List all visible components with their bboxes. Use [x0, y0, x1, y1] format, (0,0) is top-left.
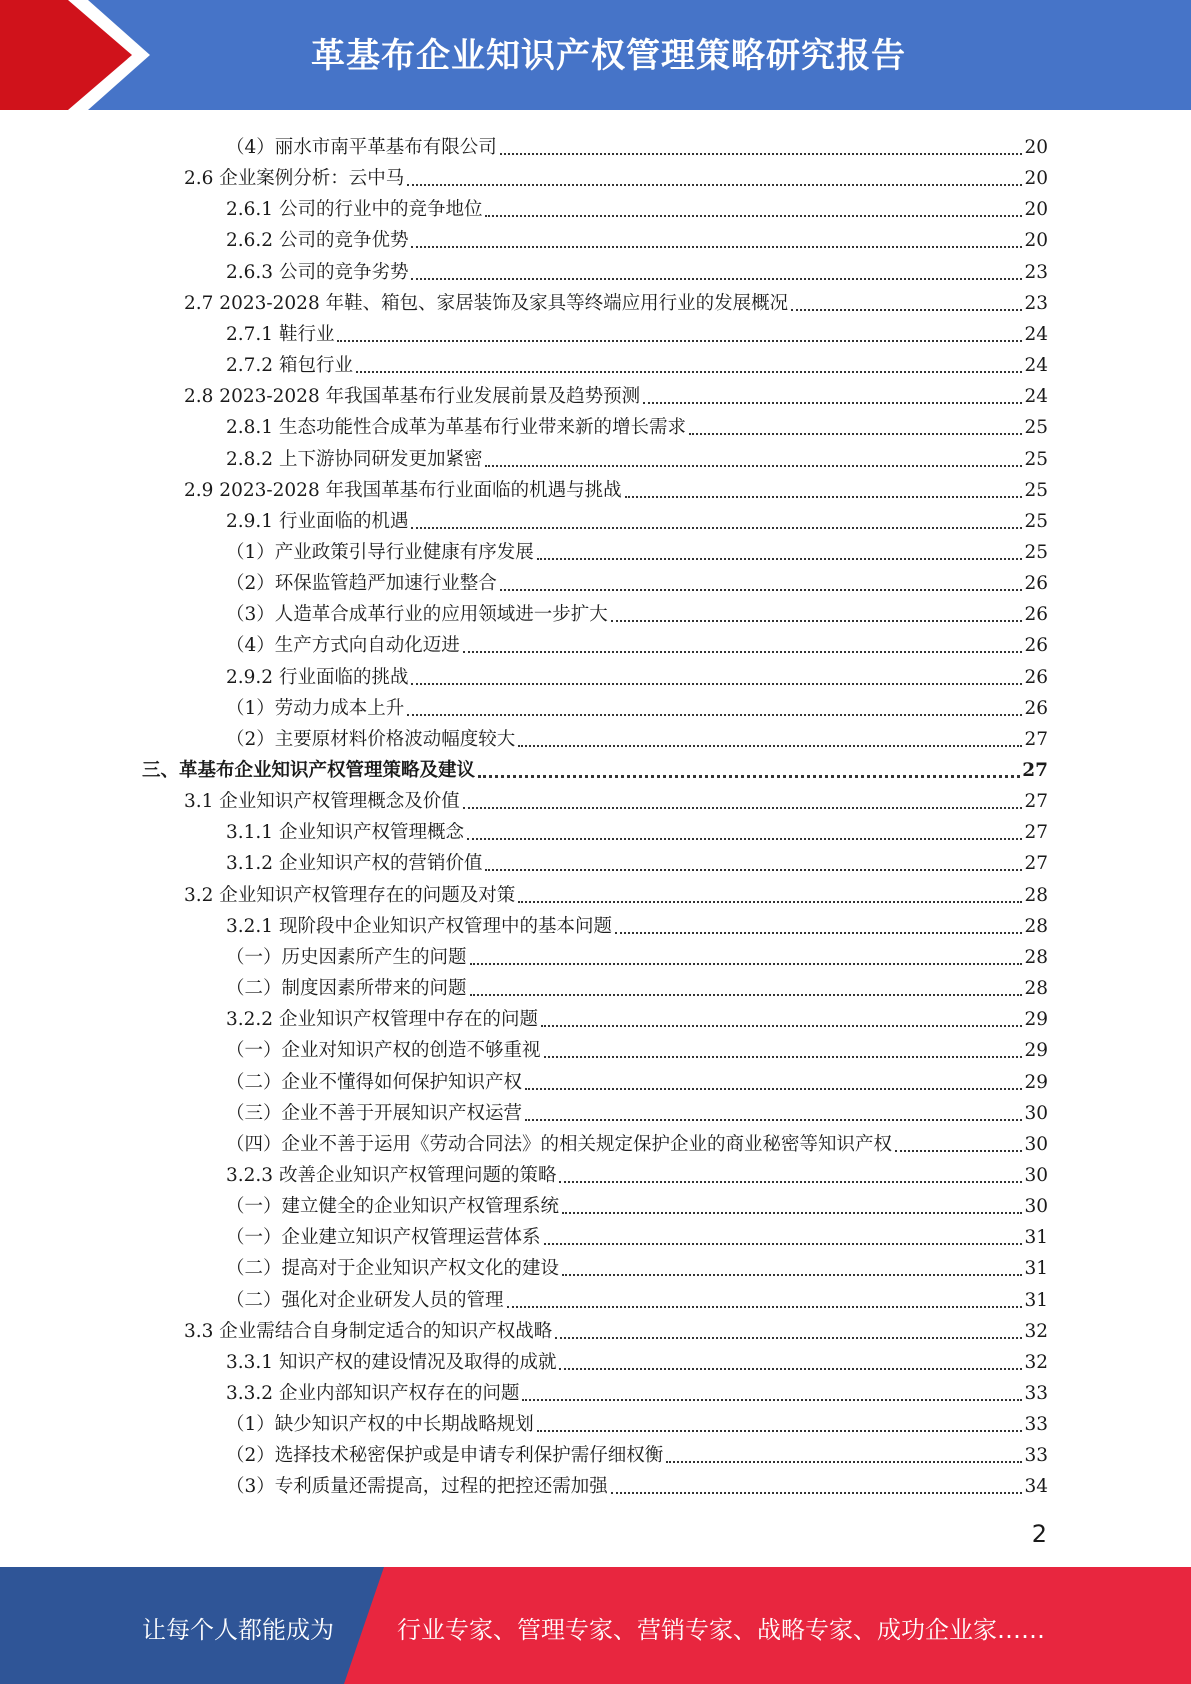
toc-dot-leader [562, 1212, 1022, 1214]
toc-entry[interactable] [226, 969, 1048, 1000]
toc-dot-leader [625, 496, 1023, 498]
toc-entry-page: 24 [1024, 355, 1048, 377]
toc-entry-page: 31 [1024, 1289, 1048, 1311]
toc-dot-leader [562, 1274, 1022, 1276]
toc-dot-leader [411, 683, 1022, 685]
toc-entry-page: 32 [1024, 1351, 1048, 1373]
toc-entry-title: 2.7 2023-2028 年鞋、箱包、家居装饰及家具等终端应用行业的发展概况 [184, 292, 789, 314]
toc-dot-leader [485, 215, 1022, 217]
toc-entry[interactable] [184, 159, 1048, 190]
toc-entry-page: 26 [1024, 604, 1048, 626]
toc-entry-page: 29 [1024, 1009, 1048, 1031]
toc-entry-title: （3）人造革合成革行业的应用领域进一步扩大 [226, 604, 608, 626]
toc-entry[interactable] [184, 1312, 1048, 1343]
toc-entry-title: 3.1 企业知识产权管理概念及价值 [184, 791, 460, 813]
toc-entry[interactable] [226, 938, 1048, 969]
toc-entry-page: 20 [1024, 137, 1048, 158]
toc-dot-leader [615, 932, 1022, 934]
toc-entry[interactable] [226, 1405, 1048, 1436]
toc-dot-leader [470, 963, 1023, 965]
toc-entry[interactable] [226, 1374, 1048, 1405]
toc-entry-page: 26 [1024, 666, 1048, 688]
toc-entry[interactable] [226, 658, 1048, 689]
toc-entry[interactable] [226, 844, 1048, 875]
toc-entry-page: 25 [1024, 448, 1048, 470]
page-number: 2 [1031, 1520, 1047, 1548]
toc-dot-leader [485, 465, 1022, 467]
toc-entry-title: （一）历史因素所产生的问题 [226, 946, 467, 968]
toc-entry-title: （三）企业不善于开展知识产权运营 [226, 1102, 523, 1124]
toc-entry-page: 20 [1024, 230, 1048, 252]
toc-dot-leader [518, 901, 1022, 903]
toc-entry-title: 2.7.2 箱包行业 [226, 355, 353, 377]
toc-dot-leader [643, 402, 1022, 404]
toc-dot-leader [611, 1492, 1023, 1494]
toc-entry-title: 2.7.1 鞋行业 [226, 323, 335, 345]
toc-entry-page: 25 [1024, 417, 1048, 439]
page-footer [0, 1567, 1191, 1684]
toc-entry-title: 3.2.1 现阶段中企业知识产权管理中的基本问题 [226, 915, 612, 937]
toc-entry-title: （二）企业不懂得如何保护知识产权 [226, 1071, 523, 1093]
toc-entry[interactable] [226, 315, 1048, 346]
toc-entry-title: （一）企业建立知识产权管理运营体系 [226, 1227, 541, 1249]
toc-dot-leader [411, 278, 1022, 280]
toc-entry-page: 33 [1024, 1414, 1048, 1436]
toc-dot-leader [463, 651, 1023, 653]
toc-entry-title: 3.1.1 企业知识产权管理概念 [226, 822, 464, 844]
toc-dot-leader [666, 1461, 1022, 1463]
toc-entry-title: （四）企业不善于运用《劳动合同法》的相关规定保护企业的商业秘密等知识产权 [226, 1133, 893, 1155]
report-title: 革基布企业知识产权管理策略研究报告 [311, 36, 906, 76]
toc-entry-page: 26 [1024, 697, 1048, 719]
toc-entry[interactable] [226, 128, 1048, 159]
toc-entry-page: 20 [1024, 199, 1048, 221]
toc-entry-title: （一）企业对知识产权的创造不够重视 [226, 1040, 541, 1062]
toc-entry-title: 2.9.1 行业面临的机遇 [226, 510, 409, 532]
toc-entry-page: 26 [1024, 635, 1048, 657]
toc-dot-leader [525, 1119, 1022, 1121]
toc-dot-leader [500, 589, 1023, 591]
toc-dot-leader [559, 1368, 1022, 1370]
toc-entry-title: 2.9 2023-2028 年我国革基布行业面临的机遇与挑战 [184, 479, 622, 501]
toc-dot-leader [544, 1243, 1023, 1245]
toc-entry[interactable] [226, 813, 1048, 844]
toc-entry-page: 30 [1024, 1102, 1048, 1124]
toc-entry[interactable] [184, 876, 1048, 907]
toc-entry[interactable] [226, 626, 1048, 657]
toc-entry-page: 26 [1024, 573, 1048, 595]
toc-entry[interactable] [184, 471, 1048, 502]
toc-entry[interactable] [226, 1031, 1048, 1062]
toc-dot-leader [541, 1025, 1022, 1027]
toc-entry[interactable] [184, 284, 1048, 315]
toc-dot-leader [470, 994, 1023, 996]
toc-entry-page: 27 [1022, 760, 1048, 781]
toc-dot-leader [555, 1337, 1022, 1339]
toc-entry-title: （二）提高对于企业知识产权文化的建设 [226, 1258, 560, 1280]
toc-entry-title: 3.3.1 知识产权的建设情况及取得的成就 [226, 1351, 557, 1373]
footer-slogan-right: 行业专家、管理专家、营销专家、战略专家、成功企业家…… [397, 1616, 1045, 1644]
toc-entry-title: 3.2.2 企业知识产权管理中存在的问题 [226, 1009, 538, 1031]
toc-entry-title: 3.3.2 企业内部知识产权存在的问题 [226, 1383, 520, 1404]
toc-entry-title: （一）建立健全的企业知识产权管理系统 [226, 1196, 560, 1218]
toc-entry-page: 27 [1024, 791, 1048, 813]
toc-entry[interactable] [184, 782, 1048, 813]
toc-entry[interactable] [226, 533, 1048, 564]
toc-entry-page: 25 [1024, 479, 1048, 501]
toc-entry-page: 31 [1024, 1227, 1048, 1249]
toc-dot-leader [478, 775, 1020, 778]
toc-entry[interactable] [226, 689, 1048, 720]
toc-entry[interactable] [226, 595, 1048, 626]
toc-entry[interactable] [226, 564, 1048, 595]
toc-dot-leader [411, 527, 1022, 529]
toc-entry[interactable] [226, 1281, 1048, 1312]
toc-entry-title: 3.1.2 企业知识产权的营销价值 [226, 853, 483, 875]
toc-dot-leader [507, 1306, 1023, 1308]
toc-entry-title: （1）产业政策引导行业健康有序发展 [226, 541, 534, 563]
toc-entry-page: 23 [1024, 292, 1048, 314]
toc-dot-leader [537, 558, 1023, 560]
toc-dot-leader [611, 620, 1023, 622]
toc-dot-leader [356, 371, 1023, 373]
toc-entry-page: 33 [1024, 1383, 1048, 1404]
toc-entry-page: 29 [1024, 1071, 1048, 1093]
toc-entry-title: 2.8.1 生态功能性合成革为革基布行业带来新的增长需求 [226, 417, 686, 439]
toc-entry[interactable] [226, 1467, 1048, 1498]
footer-slogan-left: 让每个人都能成为 [142, 1616, 334, 1644]
toc-entry-title: 2.6 企业案例分析：云中马 [184, 168, 405, 190]
toc-entry[interactable] [226, 1094, 1048, 1125]
toc-entry-page: 24 [1024, 323, 1048, 345]
toc-dot-leader [411, 246, 1022, 248]
toc-dot-leader [500, 153, 1023, 155]
toc-entry-title: 2.8.2 上下游协同研发更加紧密 [226, 448, 483, 470]
toc-entry-page: 30 [1024, 1196, 1048, 1218]
toc-entry[interactable] [226, 1000, 1048, 1031]
toc-entry-title: 2.6.3 公司的竞争劣势 [226, 261, 409, 283]
toc-entry-title: 2.6.2 公司的竞争优势 [226, 230, 409, 252]
toc-entry-page: 27 [1024, 728, 1048, 750]
toc-entry-title: 3.2.3 改善企业知识产权管理问题的策略 [226, 1164, 557, 1186]
toc-entry[interactable] [226, 190, 1048, 221]
toc-entry-title: （二）制度因素所带来的问题 [226, 978, 467, 1000]
toc-dot-leader [689, 433, 1022, 435]
toc-dot-leader [467, 838, 1022, 840]
toc-dot-leader [544, 1056, 1023, 1058]
toc-dot-leader [559, 1181, 1022, 1183]
toc-entry[interactable] [226, 720, 1048, 751]
toc-entry[interactable] [226, 1436, 1048, 1467]
toc-dot-leader [895, 1150, 1022, 1152]
toc-entry[interactable] [142, 751, 1048, 782]
toc-entry[interactable] [226, 346, 1048, 377]
toc-entry-page: 20 [1024, 168, 1048, 190]
toc-entry-title: （2）选择技术秘密保护或是申请专利保护需仔细权衡 [226, 1445, 664, 1467]
toc-dot-leader [525, 1088, 1022, 1090]
toc-entry-page: 27 [1024, 853, 1048, 875]
toc-entry-page: 25 [1024, 510, 1048, 532]
page-header [0, 0, 1191, 110]
toc-entry[interactable] [226, 1343, 1048, 1374]
toc-entry-title: 3.3 企业需结合自身制定适合的知识产权战略 [184, 1320, 553, 1342]
toc-entry-page: 33 [1024, 1445, 1048, 1467]
toc-entry-page: 24 [1024, 386, 1048, 408]
toc-entry-page: 28 [1024, 884, 1048, 906]
toc-entry-title: （4）生产方式向自动化迈进 [226, 635, 460, 657]
toc-entry-page: 27 [1024, 822, 1048, 844]
toc-entry[interactable] [226, 408, 1048, 439]
toc-entry[interactable] [226, 1187, 1048, 1218]
toc-entry-page: 34 [1024, 1476, 1048, 1498]
toc-entry-title: 2.9.2 行业面临的挑战 [226, 666, 409, 688]
toc-entry-page: 28 [1024, 915, 1048, 937]
toc-dot-leader [522, 1399, 1022, 1401]
toc-entry-page: 28 [1024, 978, 1048, 1000]
toc-dot-leader [485, 869, 1022, 871]
toc-entry[interactable] [226, 1249, 1048, 1280]
toc-entry[interactable] [226, 440, 1048, 471]
toc-entry-title: 三、革基布企业知识产权管理策略及建议 [142, 760, 476, 781]
toc-dot-leader [463, 807, 1023, 809]
toc-entry-page: 30 [1024, 1133, 1048, 1155]
toc-dot-leader [407, 714, 1022, 716]
toc-entry[interactable] [226, 1218, 1048, 1249]
toc-entry-title: （2）环保监管趋严加速行业整合 [226, 573, 497, 595]
toc-entry-page: 32 [1024, 1320, 1048, 1342]
toc-entry[interactable] [226, 221, 1048, 252]
toc-entry-title: （2）主要原材料价格波动幅度较大 [226, 728, 516, 750]
toc-entry-title: （二）强化对企业研发人员的管理 [226, 1289, 504, 1311]
toc-entry-title: 3.2 企业知识产权管理存在的问题及对策 [184, 884, 516, 906]
toc-entry-page: 25 [1024, 541, 1048, 563]
toc-entry[interactable] [226, 253, 1048, 284]
toc-entry[interactable] [184, 377, 1048, 408]
toc-entry-page: 29 [1024, 1040, 1048, 1062]
toc-dot-leader [407, 184, 1022, 186]
toc-dot-leader [337, 340, 1022, 342]
toc-entry[interactable] [226, 1156, 1048, 1187]
toc-entry[interactable] [226, 1125, 1048, 1156]
toc-entry[interactable] [226, 502, 1048, 533]
toc-entry-title: （1）缺少知识产权的中长期战略规划 [226, 1414, 534, 1436]
toc-dot-leader [518, 745, 1022, 747]
toc-entry[interactable] [226, 907, 1048, 938]
toc-entry-title: （1）劳动力成本上升 [226, 697, 405, 719]
toc-entry-title: （4）丽水市南平革基布有限公司 [226, 137, 497, 158]
toc-entry-page: 30 [1024, 1164, 1048, 1186]
toc-entry-title: （3）专利质量还需提高，过程的把控还需加强 [226, 1476, 608, 1498]
toc-entry[interactable] [226, 1063, 1048, 1094]
toc-entry-page: 31 [1024, 1258, 1048, 1280]
toc-entry-title: 2.6.1 公司的行业中的竞争地位 [226, 199, 483, 221]
toc-dot-leader [791, 309, 1022, 311]
toc-entry-page: 23 [1024, 261, 1048, 283]
toc-entry-title: 2.8 2023-2028 年我国革基布行业发展前景及趋势预测 [184, 386, 641, 408]
toc-entry-page: 28 [1024, 946, 1048, 968]
toc-dot-leader [537, 1430, 1023, 1432]
